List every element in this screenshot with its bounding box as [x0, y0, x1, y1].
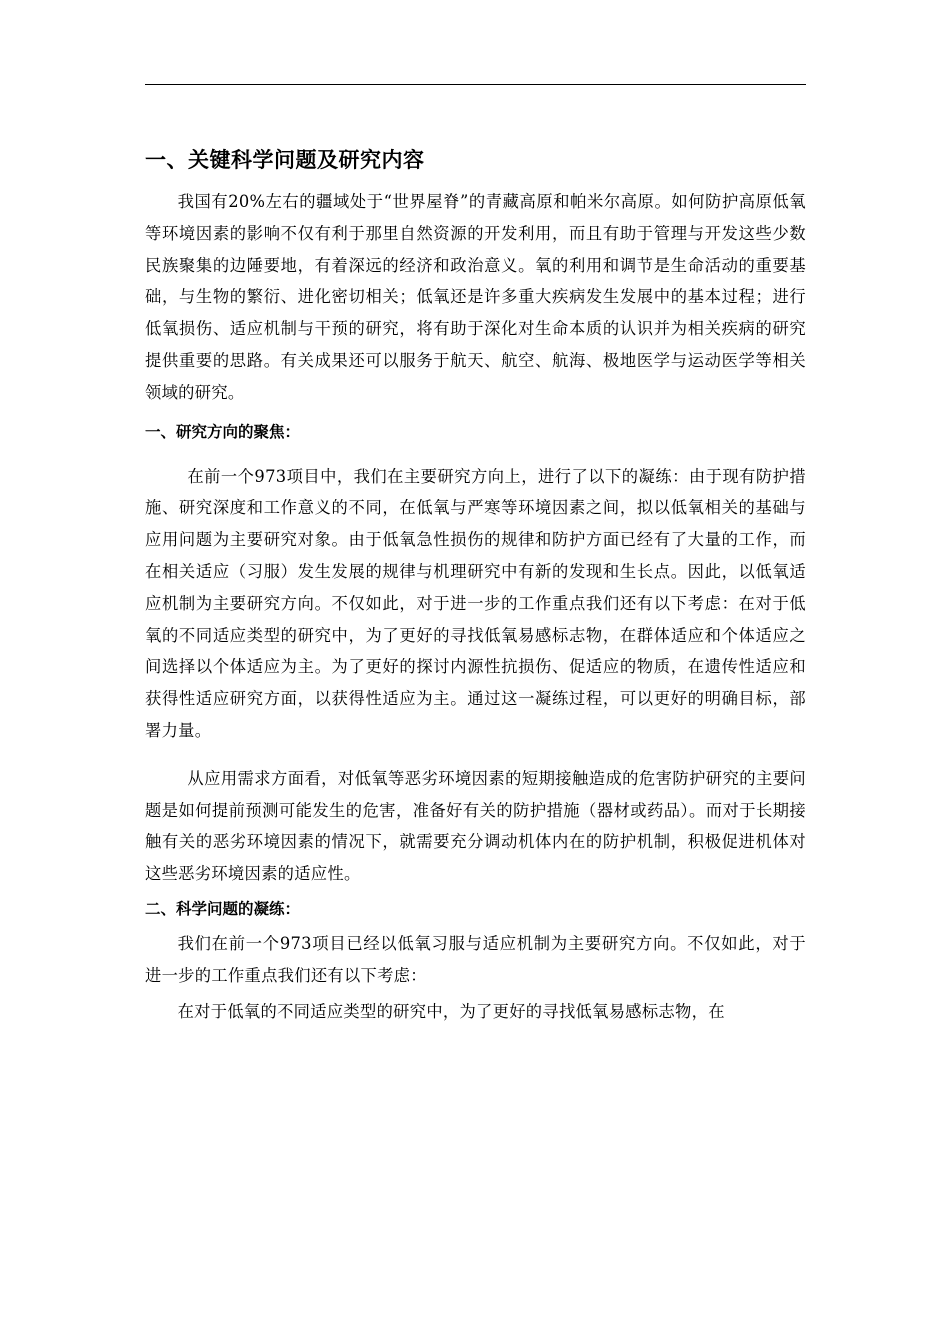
section-title: 一、关键科学问题及研究内容	[145, 148, 425, 172]
subsection-1-paragraph-1: 在前一个973项目中，我们在主要研究方向上，进行了以下的凝练：由于现有防护措施、研究深度和工作意义的不同，在低氧与严寒等环境因素之间，拟以低氧相关的基础与应用问题为主要研究对象。由于低氧急性损伤的规律和防护方面已经有了大量的工作，而在相关适应（习服）发生发展的规律与机理研究中有新的发现和生长点。因此，以低氧适应机制为主要研究方向。不仅如此，对于进一步的工作重点我们还有以下考虑：在对于低氧的不同适应类型的研究中，为了更好的寻找低氧易感标志物，在群体适应和个体适应之间选择以个体适应为主。为了更好的探讨内源性抗损伤、促适应的物质，在遗传性适应和获得性适应研究方面，以获得性适应为主。通过这一凝练过程，可以更好的明确目标，部署力量。	[145, 466, 806, 740]
subsection-2-paragraph-2: 在对于低氧的不同适应类型的研究中，为了更好的寻找低氧易感标志物，在	[177, 1001, 725, 1021]
subsection-1-heading: 一、研究方向的聚焦：	[145, 422, 301, 441]
subsection-2-paragraph-1: 我们在前一个973项目已经以低氧习服与适应机制为主要研究方向。不仅如此，对于进一步的工作重点我们还有以下考虑：	[145, 933, 806, 985]
intro-paragraph: 我国有20%左右的疆域处于“世界屋脊”的青藏高原和帕米尔高原。如何防护高原低氧等环境因素的影响不仅有利于那里自然资源的开发利用，而且有助于管理与开发这些少数民族聚集的边陲要地，有着深远的经济和政治意义。氧的利用和调节是生命活动的重要基础，与生物的繁衍、进化密切相关；低氧还是许多重大疾病发生发展中的基本过程；进行低氧损伤、适应机制与干预的研究，将有助于深化对生命本质的认识并为相关疾病的研究提供重要的思路。有关成果还可以服务于航天、航空、航海、极地医学与运动医学等相关领域的研究。	[145, 192, 806, 402]
subsection-2-heading: 二、科学问题的凝练：	[145, 899, 301, 918]
document-body	[145, 140, 806, 1027]
subsection-1-paragraph-2: 从应用需求方面看，对低氧等恶劣环境因素的短期接触造成的危害防护研究的主要问题是如何提前预测可能发生的危害，准备好有关的防护措施（器材或药品）。而对于长期接触有关的恶劣环境因素的情况下，就需要充分调动机体内在的防护机制，积极促进机体对这些恶劣环境因素的适应性。	[145, 768, 806, 884]
header-rule	[145, 84, 806, 85]
